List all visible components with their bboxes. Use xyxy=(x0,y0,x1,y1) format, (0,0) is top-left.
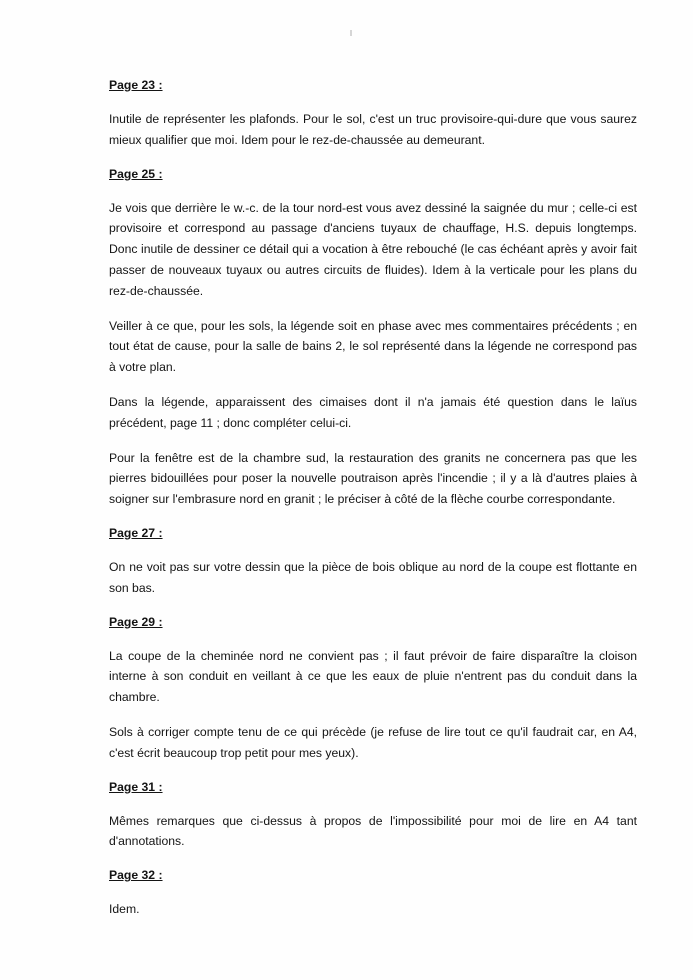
section-heading-page-29: Page 29 : xyxy=(109,614,163,629)
section-heading-page-27: Page 27 : xyxy=(109,525,163,540)
paragraph: Inutile de représenter les plafonds. Pour le sol, c'est un truc provisoire-qui-dure que vous saurez mieux qualifier que moi. Idem pour le rez-de-chaussée au demeurant. xyxy=(109,112,637,147)
section-heading-page-32: Page 32 : xyxy=(109,868,163,883)
paragraph: La coupe de la cheminée nord ne convient pas ; il faut prévoir de faire disparaître la cloison interne à son conduit en veillant à ce que les eaux de pluie n'entrent pas du conduit dans la chambre. xyxy=(109,648,637,705)
paragraph: On ne voit pas sur votre dessin que la pièce de bois oblique au nord de la coupe est flottante en son bas. xyxy=(109,559,637,595)
paragraph: Mêmes remarques que ci-dessus à propos de l'impossibilité pour moi de lire en A4 tant d'annotations. xyxy=(109,813,637,849)
section-heading-page-31: Page 31 : xyxy=(109,779,163,794)
paragraph: Sols à corriger compte tenu de ce qui précède (je refuse de lire tout ce qu'il faudrait car, en A4, c'est écrit beaucoup trop petit pour mes yeux). xyxy=(109,724,637,760)
document-body xyxy=(109,76,637,934)
paragraph: Dans la légende, apparaissent des cimaises dont il n'a jamais été question dans le laïus précédent, page 11 ; donc compléter celui-ci. xyxy=(109,394,637,430)
section-heading-page-25: Page 25 : xyxy=(109,166,163,181)
section-heading-page-23: Page 23 : xyxy=(109,78,163,92)
paragraph: Idem. xyxy=(109,902,140,917)
paragraph: Pour la fenêtre est de la chambre sud, la restauration des granits ne concernera pas que les pierres bidouillées pour poser la nouvelle poutraison après l'incendie ; il y a là d'autres plaies à soigner sur l'embrasure nord en granit ; le préciser à côté de la flèche courbe correspondante. xyxy=(109,450,637,507)
scan-speck xyxy=(350,30,352,36)
paragraph: Je vois que derrière le w.-c. de la tour nord-est vous avez dessiné la saignée du mur ; celle-ci est provisoire et correspond au passage d'anciens tuyaux de chauffage, H.S. depuis longtemps. Donc inutile de dessiner ce détail qui a vocation à être rebouché (le cas échéant après y avoir fait passer de nouveaux tuyaux ou autres circuits de fluides). Idem à la verticale pour les plans du rez-de-chaussée. xyxy=(109,200,637,298)
paragraph: Veiller à ce que, pour les sols, la légende soit en phase avec mes commentaires précédents ; en tout état de cause, pour la salle de bains 2, le sol représenté dans la légende ne correspond pas à votre plan. xyxy=(109,318,637,375)
